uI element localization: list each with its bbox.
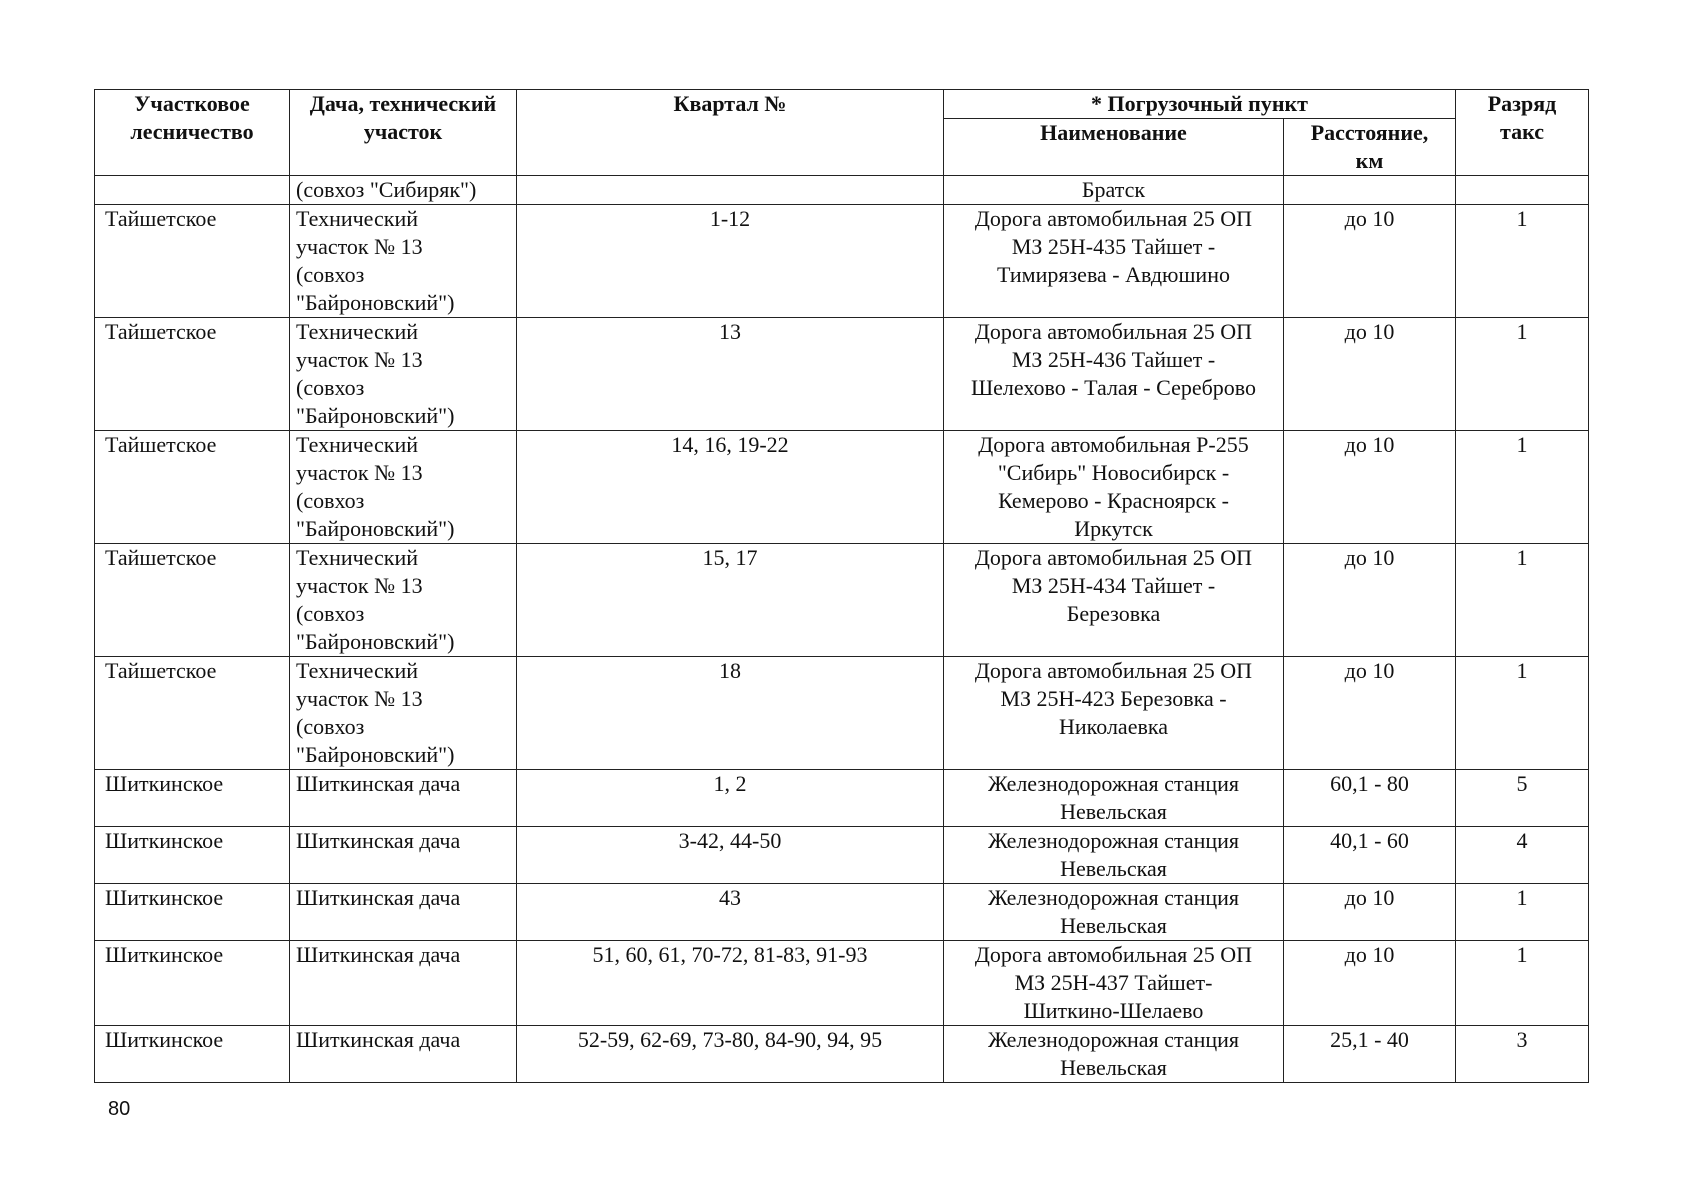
cell-dacha-line: (совхоз: [296, 714, 365, 739]
table-row: [95, 318, 1589, 431]
cell-loading-name-line: МЗ 25Н-423 Березовка -: [1000, 686, 1227, 711]
cell-dacha-line: Технический: [296, 319, 418, 344]
cell-distance: до 10: [1284, 318, 1456, 431]
table-row: [95, 544, 1589, 657]
cell-dacha-line: Шиткинская дача: [296, 942, 461, 967]
cell-kvartal: 51, 60, 61, 70-72, 81-83, 91-93: [517, 941, 944, 1026]
cell-loading-name-line: Дорога автомобильная 25 ОП: [974, 319, 1253, 344]
header-loading-point: * Погрузочный пункт: [944, 90, 1456, 119]
header-dacha-line2: участок: [363, 119, 443, 144]
cell-dacha: [290, 941, 517, 1026]
header-row-1: [95, 90, 1589, 119]
cell-dacha: [290, 657, 517, 770]
cell-distance: до 10: [1284, 431, 1456, 544]
cell-razryad: 4: [1456, 827, 1589, 884]
table-row: [95, 657, 1589, 770]
cell-loading-name-line: Тимирязева - Авдюшино: [997, 262, 1230, 287]
cell-district: Тайшетское: [95, 318, 290, 431]
cell-loading-name-line: МЗ 25Н-435 Тайшет -: [1011, 234, 1216, 259]
cell-kvartal: 18: [517, 657, 944, 770]
header-district-line2: лесничество: [130, 119, 254, 144]
cell-dacha: [290, 827, 517, 884]
cell-dacha: [290, 205, 517, 318]
cell-kvartal: 1, 2: [517, 770, 944, 827]
cell-kvartal: 15, 17: [517, 544, 944, 657]
cell-dacha: [290, 770, 517, 827]
cell-dacha-line: (совхоз: [296, 375, 365, 400]
cell-dacha-line: Шиткинская дача: [296, 885, 461, 910]
cell-loading-name-line: Кемерово - Красноярск -: [998, 488, 1229, 513]
cell-loading-name-line: "Сибирь" Новосибирск -: [997, 460, 1230, 485]
cell-distance: до 10: [1284, 205, 1456, 318]
cell-dacha-line: участок № 13: [296, 686, 423, 711]
cell-loading-name-line: Невельская: [1060, 799, 1167, 824]
cell-loading-name-line: Дорога автомобильная 25 ОП: [974, 658, 1253, 683]
cell-loading-name-line: Иркутск: [1074, 516, 1153, 541]
table-row: [95, 884, 1589, 941]
cell-dacha-line: "Байроновский"): [296, 742, 455, 767]
cell-loading-name-line: Шелехово - Талая - Серeброво: [970, 375, 1257, 400]
cell-loading-name-line: Невельская: [1060, 856, 1167, 881]
cell-dacha-line: "Байроновский"): [296, 516, 455, 541]
table-row: [95, 1026, 1589, 1083]
cell-district: Шиткинское: [95, 827, 290, 884]
cell-dacha-line: Технический: [296, 432, 418, 457]
cell-loading-name: [944, 318, 1284, 431]
cell-loading-name-line: Железнодорожная станция: [987, 828, 1240, 853]
cell-loading-name-line: Шиткино-Шелаево: [1023, 998, 1204, 1023]
cell-loading-name-line: Дорога автомобильная 25 ОП: [974, 545, 1253, 570]
page-number: 80: [108, 1098, 131, 1120]
table-row: [95, 431, 1589, 544]
header-name: Наименование: [944, 119, 1284, 176]
header-district-line1: Участковое: [134, 91, 250, 116]
cell-district: Шиткинское: [95, 884, 290, 941]
cell-loading-name: [944, 770, 1284, 827]
cell-kvartal: [517, 176, 944, 205]
header-distance: [1284, 119, 1456, 176]
table-row: [95, 827, 1589, 884]
cell-razryad: 5: [1456, 770, 1589, 827]
cell-dacha: [290, 1026, 517, 1083]
cell-dacha: [290, 431, 517, 544]
cell-loading-name-line: Дорога автомобильная 25 ОП: [974, 942, 1253, 967]
cell-dacha-line: Технический: [296, 658, 418, 683]
cell-dacha-line: Шиткинская дача: [296, 1027, 461, 1052]
cell-district: Тайшетское: [95, 431, 290, 544]
table-row: [95, 941, 1589, 1026]
cell-distance: до 10: [1284, 884, 1456, 941]
header-distance-line1: Расстояние,: [1310, 120, 1429, 145]
cell-kvartal: 13: [517, 318, 944, 431]
cell-loading-name-line: Дорога автомобильная Р-255: [978, 432, 1249, 457]
cell-kvartal: 14, 16, 19-22: [517, 431, 944, 544]
cell-district: [95, 176, 290, 205]
cell-distance: 60,1 - 80: [1284, 770, 1456, 827]
cell-dacha-line: Технический: [296, 206, 418, 231]
header-razryad-line1: Разряд: [1487, 91, 1557, 116]
cell-loading-name-line: Николаевка: [1059, 714, 1168, 739]
cell-kvartal: 52-59, 62-69, 73-80, 84-90, 94, 95: [517, 1026, 944, 1083]
cell-loading-name-line: Невельская: [1060, 913, 1167, 938]
cell-dacha-line: "Байроновский"): [296, 290, 455, 315]
cell-loading-name: [944, 1026, 1284, 1083]
cell-dacha: (совхоз "Сибиряк"): [290, 176, 517, 205]
table-body: [95, 176, 1589, 1083]
cell-loading-name: [944, 884, 1284, 941]
cell-dacha-line: участок № 13: [296, 460, 423, 485]
cell-loading-name-line: МЗ 25Н-434 Тайшет -: [1011, 573, 1216, 598]
cell-dacha-line: (совхоз: [296, 262, 365, 287]
forest-table: [94, 89, 1589, 1083]
header-dacha: [290, 90, 517, 176]
cell-razryad: 1: [1456, 544, 1589, 657]
cell-distance: до 10: [1284, 941, 1456, 1026]
cell-dacha-line: "Байроновский"): [296, 403, 455, 428]
cell-dacha-line: (совхоз: [296, 488, 365, 513]
header-razryad-line2: такс: [1500, 119, 1544, 144]
cell-loading-name: [944, 941, 1284, 1026]
cell-distance: 40,1 - 60: [1284, 827, 1456, 884]
cell-dacha-line: участок № 13: [296, 573, 423, 598]
cell-loading-name-line: Невельская: [1060, 1055, 1167, 1080]
cell-loading-name: Братск: [944, 176, 1284, 205]
cell-distance: [1284, 176, 1456, 205]
cell-dacha: [290, 544, 517, 657]
cell-loading-name: [944, 544, 1284, 657]
cell-dacha: [290, 318, 517, 431]
cell-district: Тайшетское: [95, 544, 290, 657]
cell-distance: до 10: [1284, 657, 1456, 770]
cell-razryad: 1: [1456, 657, 1589, 770]
cell-district: Тайшетское: [95, 657, 290, 770]
cell-razryad: 1: [1456, 318, 1589, 431]
cell-loading-name-line: Железнодорожная станция: [987, 771, 1240, 796]
header-dacha-line1: Дача, технический: [309, 91, 497, 116]
continuation-row: [95, 176, 1589, 205]
cell-kvartal: 1-12: [517, 205, 944, 318]
cell-razryad: 3: [1456, 1026, 1589, 1083]
cell-loading-name: [944, 657, 1284, 770]
header-kvartal: Квартал №: [517, 90, 944, 176]
cell-loading-name: [944, 205, 1284, 318]
cell-dacha-line: участок № 13: [296, 234, 423, 259]
cell-loading-name-line: Железнодорожная станция: [987, 1027, 1240, 1052]
cell-distance: 25,1 - 40: [1284, 1026, 1456, 1083]
cell-distance: до 10: [1284, 544, 1456, 657]
cell-loading-name-line: МЗ 25Н-436 Тайшет -: [1011, 347, 1216, 372]
header-razryad: [1456, 90, 1589, 176]
header-distance-line2: км: [1355, 148, 1384, 173]
cell-razryad: 1: [1456, 884, 1589, 941]
cell-dacha-line: Шиткинская дача: [296, 828, 461, 853]
cell-dacha-line: (совхоз: [296, 601, 365, 626]
cell-loading-name-line: Железнодорожная станция: [987, 885, 1240, 910]
cell-razryad: 1: [1456, 431, 1589, 544]
cell-kvartal: 3-42, 44-50: [517, 827, 944, 884]
cell-razryad: [1456, 176, 1589, 205]
cell-loading-name-line: МЗ 25Н-437 Тайшет-: [1014, 970, 1213, 995]
cell-district: Шиткинское: [95, 941, 290, 1026]
table-row: [95, 770, 1589, 827]
cell-dacha-line: "Байроновский"): [296, 629, 455, 654]
cell-district: Тайшетское: [95, 205, 290, 318]
cell-dacha-line: участок № 13: [296, 347, 423, 372]
cell-dacha-line: Технический: [296, 545, 418, 570]
cell-loading-name: [944, 827, 1284, 884]
header-district: [95, 90, 290, 176]
cell-razryad: 1: [1456, 205, 1589, 318]
cell-loading-name-line: Дорога автомобильная 25 ОП: [974, 206, 1253, 231]
cell-dacha: [290, 884, 517, 941]
cell-razryad: 1: [1456, 941, 1589, 1026]
table-row: [95, 205, 1589, 318]
cell-kvartal: 43: [517, 884, 944, 941]
cell-loading-name: [944, 431, 1284, 544]
cell-loading-name-line: Березовка: [1066, 601, 1161, 626]
cell-dacha-line: Шиткинская дача: [296, 771, 461, 796]
cell-district: Шиткинское: [95, 770, 290, 827]
cell-district: Шиткинское: [95, 1026, 290, 1083]
